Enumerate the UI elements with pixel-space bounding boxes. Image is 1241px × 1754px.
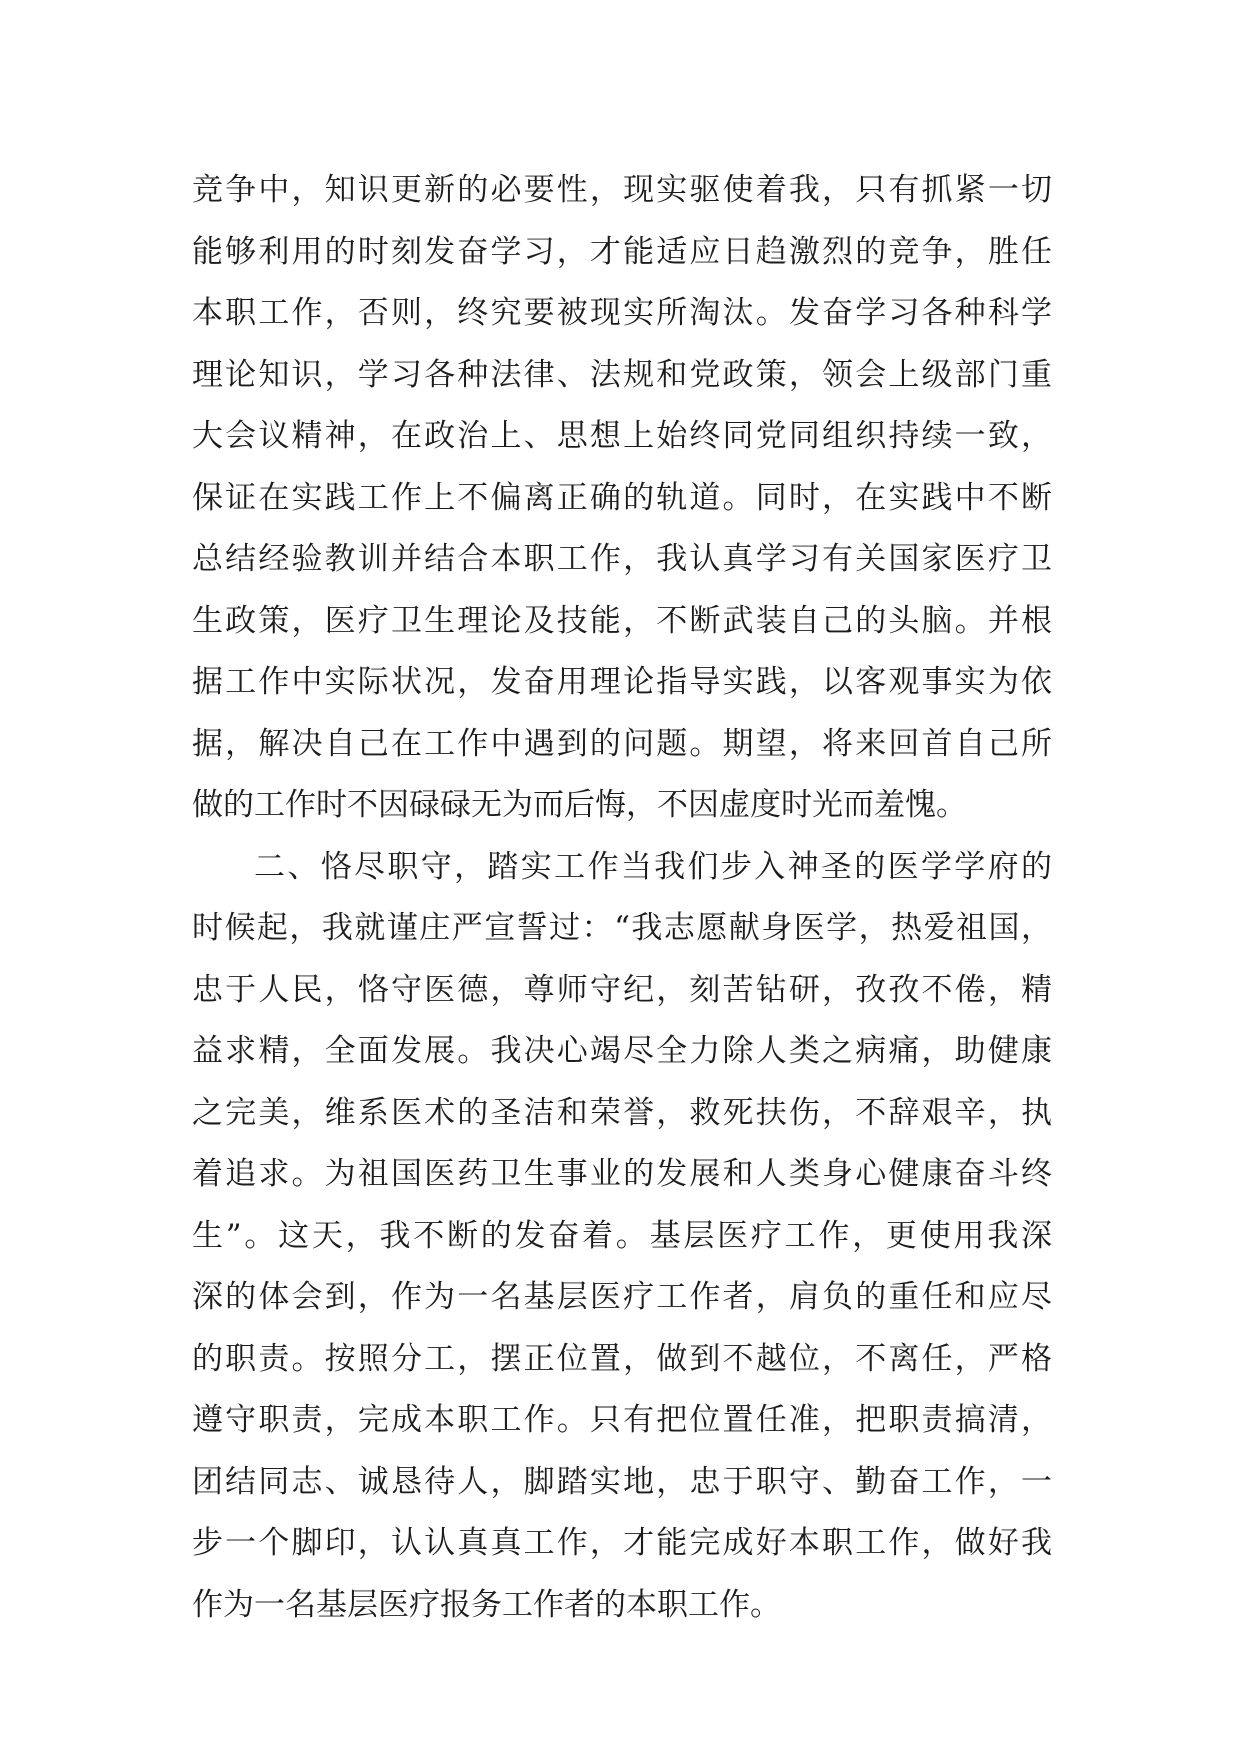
text-line: 做的工作时不因碌碌无为而后悔，不因虚度时光而羞愧。	[192, 787, 967, 823]
text-line: 益求精，全面发展。我决心竭尽全力除人类之病痛，助健康	[192, 1033, 1052, 1069]
text-line: 着追求。为祖国医药卫生事业的发展和人类身心健康奋斗终	[192, 1156, 1052, 1192]
text-line: 忠于人民，恪守医德，尊师守纪，刻苦钻研，孜孜不倦，精	[192, 971, 1052, 1008]
paragraph-1	[192, 160, 1052, 837]
text-line: 的职责。按照分工，摆正位置，做到不越位，不离任，严格	[192, 1340, 1052, 1377]
text-line: 本职工作，否则，终究要被现实所淘汰。发奋学习各种科学	[192, 295, 1052, 331]
text-line: 步一个脚印，认认真真工作，才能完成好本职工作，做好我	[192, 1525, 1052, 1561]
text-line: 作为一名基层医疗报务工作者的本职工作。	[192, 1586, 781, 1623]
text-line: 据工作中实际状况，发奋用理论指导实践，以客观事实为依	[192, 664, 1052, 700]
text-line: 竞争中，知识更新的必要性，现实驱使着我，只有抓紧一切	[192, 172, 1052, 208]
text-line: 生”。这天，我不断的发奋着。基层医疗工作，更使用我深	[192, 1217, 1052, 1254]
paragraph-2	[192, 837, 1052, 1637]
text-line: 生政策，医疗卫生理论及技能，不断武装自己的头脑。并根	[192, 602, 1052, 639]
text-line: 据，解决自己在工作中遇到的问题。期望，将来回首自己所	[192, 725, 1052, 762]
text-line: 保证在实践工作上不偏离正确的轨道。同时，在实践中不断	[192, 479, 1052, 516]
text-line: 总结经验教训并结合本职工作，我认真学习有关国家医疗卫	[192, 541, 1052, 577]
text-line: 遵守职责，完成本职工作。只有把位置任准，把职责搞清，	[192, 1402, 1052, 1438]
text-line: 之完美，维系医术的圣洁和荣誉，救死扶伤，不辞艰辛，执	[192, 1094, 1052, 1131]
text-line: 能够利用的时刻发奋学习，才能适应日趋激烈的竞争，胜任	[192, 233, 1052, 270]
text-line: 团结同志、诚恳待人，脚踏实地，忠于职守、勤奋工作，一	[192, 1463, 1052, 1500]
text-line: 理论知识，学习各种法律、法规和党政策，领会上级部门重	[192, 356, 1052, 393]
text-line: 深的体会到，作为一名基层医疗工作者，肩负的重任和应尽	[192, 1279, 1052, 1315]
text-line: 时候起，我就谨庄严宣誓过：“我志愿献身医学，热爱祖国，	[192, 910, 1052, 946]
text-line: 大会议精神，在政治上、思想上始终同党同组织持续一致，	[192, 418, 1052, 454]
text-line: 二、恪尽职守，踏实工作当我们步入神圣的医学学府的	[254, 848, 1052, 885]
document-body	[192, 160, 1052, 1636]
